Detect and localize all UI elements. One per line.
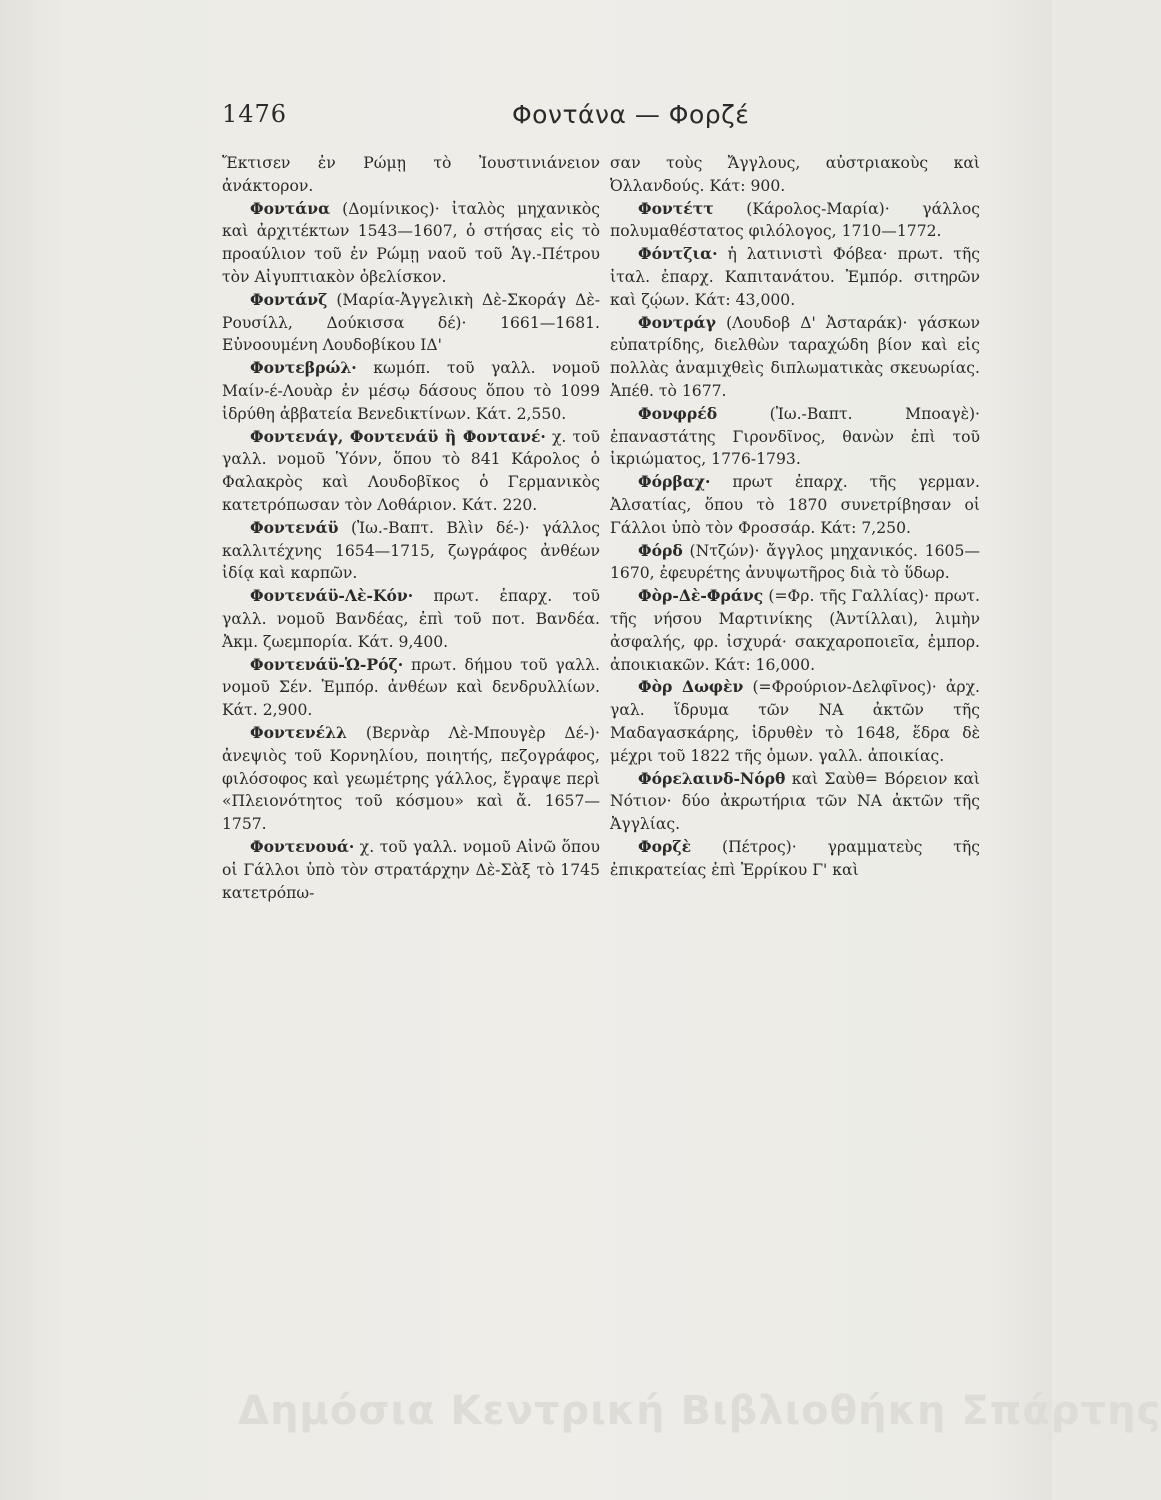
entry — [610, 676, 980, 767]
entry-headword: Φόρβαχ· — [638, 472, 711, 492]
entry — [610, 243, 980, 311]
entry-headword: Φοντέττ — [638, 198, 714, 218]
entry-headword: Φοντενουά· — [250, 836, 355, 856]
entry-headword: Φὸρ Δωφὲν — [638, 677, 744, 697]
entry — [222, 152, 600, 198]
entry — [222, 198, 600, 289]
entry-headword: Φόντζια· — [638, 244, 718, 264]
entry — [610, 403, 980, 471]
entry — [610, 768, 980, 836]
entry-text: (=Φρ. τῆς Γαλλίας)· πρωτ. τῆς νήσου Μαρτινίκης (Ἀντίλλαι), λιμὴν ἀσφαλής, φρ. ἰσχυρά· σακχαροποιεῖα, ἐμπορ. ἀποικιακῶν. Κάτ: 16,000. — [610, 587, 980, 674]
entry — [610, 836, 980, 882]
entry-headword: Φοντεβρώλ· — [250, 358, 357, 378]
entry-text: (Κάρολος-Μαρία)· γάλλος πολυμαθέστατος φιλόλογος, 1710—1772. — [610, 199, 980, 241]
right-column — [610, 152, 980, 882]
left-column — [222, 152, 600, 904]
entry-headword: Φοντενάϋ — [250, 517, 339, 537]
entry-text: (Βερνὰρ Λὲ-Μπουγὲρ Δέ-)· ἀνεψιὸς τοῦ Κορνηλίου, ποιητής, πεζογράφος, φιλόσοφος καὶ γεωμέτρης γάλλος, ἔγραψε περὶ «Πλειονότητος τοῦ κόσμου» καὶ ἄ. 1657—1757. — [222, 723, 600, 834]
entry — [222, 654, 600, 722]
entry-text: (Λουδοβ Δ' Ἀσταράκ)· γάσκων εὐπατρίδης, διελθὼν ταραχώδη βίον καὶ εἰς πολλὰς ἀναμιχθεὶς διπλωματικὰς σκευωρίας. Ἀπέθ. τὸ 1677. — [610, 313, 980, 400]
entry-text: χ. τοῦ γαλλ. νομοῦ Αἰνῶ ὅπου οἱ Γάλλοι ὑπὸ τὸν στρατάρχην Δὲ-Σὰξ τὸ 1745 κατετρόπω- — [222, 837, 600, 902]
entry-text: πρωτ ἐπαρχ. τῆς γερμαν. Ἀλσατίας, ὅπου τὸ 1870 συνετρίβησαν οἱ Γάλλοι ὑπὸ τὸν Φροσσάρ. Κάτ: 7,250. — [610, 473, 980, 537]
entry-text: Ἔκτισεν ἐν Ρώμῃ τὸ Ἰουστινιάνειον ἀνάκτορον. — [222, 154, 600, 195]
entry — [222, 289, 600, 357]
entry-text: καὶ Σαὺθ= Βόρειον καὶ Νότιον· δύο ἀκρωτήρια τῶν ΝΑ ἀκτῶν τῆς Ἀγγλίας. — [610, 769, 980, 834]
running-title: Φοντάνα — Φορζέ — [512, 100, 750, 129]
entry-headword: Φοντράγ — [638, 312, 716, 332]
entry-headword: Φόρδ — [638, 540, 683, 560]
entry-text: χ. τοῦ γαλλ. νομοῦ Ὑόνν, ὅπου τὸ 841 Κάρολος ὁ Φαλακρὸς καὶ Λουδοβῖκος ὁ Γερμανικὸς κατετρόπωσαν τὸν Λοθάριον. Κάτ. 220. — [222, 427, 600, 514]
entry — [610, 152, 980, 198]
entry-text: (Ἰω.-Βαπτ. Βλὶν δέ-)· γάλλος καλλιτέχνης 1654—1715, ζωγράφος ἀνθέων ἰδίᾳ καὶ καρπῶν. — [222, 518, 600, 583]
library-watermark: Δημόσια Κεντρική Βιβλιοθήκη Σπάρτης — [238, 1388, 1161, 1434]
entry — [610, 471, 980, 539]
entry-text: (Μαρία-Ἀγγελικὴ Δὲ-Σκοράγ Δὲ-Ρουσίλλ, Δούκισσα δέ)· 1661—1681. Εὐνοουμένη Λουδοβίκου ΙΔ' — [222, 290, 600, 355]
entry-headword: Φοντενέλλ — [250, 722, 347, 742]
entry — [610, 312, 980, 403]
entry-text: (Πέτρος)· γραμματεὺς τῆς ἐπικρατείας ἐπὶ Ἐρρίκου Γ' καὶ — [610, 837, 980, 879]
entry-headword: Φορζὲ — [638, 836, 692, 856]
entry-text: πρωτ. ἐπαρχ. τοῦ γαλλ. νομοῦ Βανδέας, ἐπὶ τοῦ ποτ. Βανδέα. Ἀκμ. ζωεμπορία. Κάτ. 9,400. — [222, 587, 600, 651]
entry — [610, 540, 980, 586]
entry-headword: Φοντενάϋ-Ὡ-Ρόζ· — [250, 654, 404, 674]
entry-text: κωμόπ. τοῦ γαλλ. νομοῦ Μαίν-έ-Λουὰρ ἐν μέσῳ δάσους ὅπου τὸ 1099 ἱδρύθη ἀββατεία Βενεδικτίνων. Κάτ. 2,550. — [222, 359, 600, 423]
entry-headword: Φοντενάγ, Φοντενάϋ ἢ Φοντανέ· — [250, 426, 546, 446]
entry-text: (Ἰω.-Βαπτ. Μποαγὲ)· ἐπαναστάτης Γιρονδῖνος, θανὼν ἐπὶ τοῦ ἰκριώματος, 1776-1793. — [610, 404, 980, 469]
entry-text: σαν τοὺς Ἄγγλους, αὐστριακοὺς καὶ Ὀλλανδούς. Κάτ: 900. — [610, 154, 980, 195]
page-number: 1476 — [222, 100, 288, 128]
entry — [222, 585, 600, 653]
entry-text: (Δομίνικος)· ἰταλὸς μηχανικὸς καὶ ἀρχιτέκτων 1543—1607, ὁ στήσας εἰς τὸ προαύλιον τοῦ ἐν Ρώμῃ ναοῦ τοῦ Ἁγ.-Πέτρου τὸν Αἰγυπτιακὸν ὀβελίσκον. — [222, 199, 600, 286]
entry-headword: Φοντάνα — [250, 198, 331, 218]
entry — [222, 426, 600, 517]
entry-headword: Φὸρ-Δὲ-Φράνς — [638, 586, 764, 606]
entry-text: ἡ λατινιστὶ Φόβεα· πρωτ. τῆς ἰταλ. ἐπαρχ. Καπιτανάτου. Ἐμπόρ. σιτηρῶν καὶ ζῴων. Κάτ: 43,000. — [610, 245, 980, 309]
entry-headword: Φοντάνζ — [250, 289, 328, 309]
entry — [222, 517, 600, 585]
entry — [222, 357, 600, 425]
entry-text: (Ντζών)· ἄγγλος μηχανικός. 1605—1670, ἐφευρέτης ἀνυψωτῆρος διὰ τὸ ὕδωρ. — [610, 541, 980, 583]
entry-text: (=Φρούριον-Δελφῖνος)· ἀρχ. γαλ. ἵδρυμα τῶν ΝΑ ἀκτῶν τῆς Μαδαγασκάρης, ἱδρυθὲν τὸ 1648, ἕδρα δὲ μέχρι τοῦ 1822 τῆς ὁμων. γαλλ. ἀποικίας. — [610, 678, 980, 765]
entry-headword: Φονφρέδ — [638, 403, 718, 423]
entry-headword: Φόρελαινδ-Νόρθ — [638, 768, 786, 788]
entry — [222, 722, 600, 836]
entry — [610, 198, 980, 244]
page-header — [222, 100, 982, 140]
entry-headword: Φοντενάϋ-Λὲ-Κόν· — [250, 586, 414, 606]
entry — [222, 836, 600, 904]
entry — [610, 585, 980, 676]
entry-text: πρωτ. δήμου τοῦ γαλλ. νομοῦ Σέν. Ἐμπόρ. ἀνθέων καὶ δενδρυλλίων. Κάτ. 2,900. — [222, 655, 600, 720]
